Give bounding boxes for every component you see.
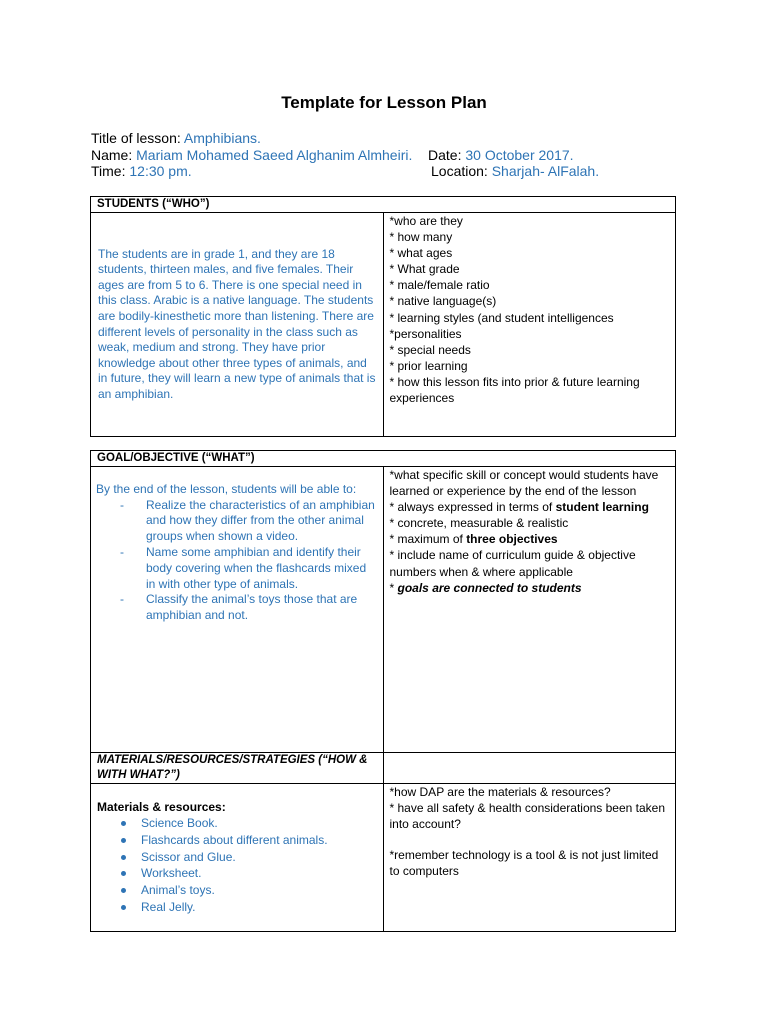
students-description-cell [91, 213, 384, 437]
students-description: The students are in grade 1, and they are 18 students, thirteen males, and five females. Their ages are from 5 to 6. There is one special need in this class. Arabic is a native language. The students are bodily-kinesthetic more than listening. There are different levels of personality in the class such as weak, medium and strong. They have prior knowledge about other three types of animals, and in future, they will learn a new type of animals that is an amphibian. [98, 246, 376, 401]
materials-content-cell [91, 784, 384, 932]
goal-objective [95, 545, 379, 592]
materials-item [95, 849, 379, 866]
materials-header-empty-cell [383, 753, 676, 784]
materials-list [95, 815, 379, 916]
bullet-icon [121, 821, 126, 826]
materials-notes [383, 784, 676, 932]
bullet-icon [121, 855, 126, 860]
students-notes [383, 213, 676, 437]
students-table [90, 196, 676, 437]
location-value: Sharjah- AlFalah. [491, 163, 600, 179]
students-note: * native language(s) [389, 294, 497, 309]
goal-objective-text: Realize the characteristics of an amphibian and how they differ from the other animal groups when shown a video. [146, 497, 375, 544]
goal-header: GOAL/OBJECTIVE (“WHAT”) [91, 451, 676, 467]
materials-item-text: Animal’s toys. [141, 883, 215, 898]
students-note: * special needs [389, 342, 471, 357]
students-note: * how many [389, 230, 453, 245]
goal-note-text: * [389, 580, 398, 595]
time-value: 12:30 pm. [129, 163, 192, 179]
materials-subheader: Materials & resources: [97, 800, 226, 814]
goal-objective-text: Classify the animal’s toys those that are amphibian and not. [146, 592, 358, 623]
goal-note-bold: three objectives [466, 532, 558, 547]
lesson-title-value: Amphibians. [183, 130, 261, 146]
materials-item [95, 865, 379, 882]
students-note: * male/female ratio [389, 278, 490, 293]
materials-item [95, 815, 379, 832]
bullet-icon [121, 905, 126, 910]
goal-objective-text: Name some amphibian and identify their body covering when the flashcards mixed in with other type of animals. [146, 544, 367, 591]
dash-marker: - [120, 497, 124, 512]
materials-note: * have all safety & health considerations been taken into account? [389, 801, 666, 832]
materials-item [95, 832, 379, 849]
goal-note-text: * [389, 516, 398, 531]
students-note: * prior learning [389, 358, 468, 373]
location-line [431, 163, 599, 179]
students-note: * what ages [389, 246, 453, 261]
name-line [91, 147, 412, 163]
bullet-icon [121, 888, 126, 893]
materials-item [95, 899, 379, 916]
materials-item-text: Scissor and Glue. [141, 849, 236, 864]
bullet-icon [121, 838, 126, 843]
goal-materials-table [90, 450, 676, 932]
goal-objective [95, 498, 379, 545]
students-note: * learning styles (and student intelligences [389, 310, 614, 325]
goal-note [390, 499, 672, 515]
goal-objectives-list [95, 498, 379, 624]
goal-note: *what specific skill or concept would students have learned or experience by the end of the lesson [389, 468, 659, 499]
materials-item-text: Flashcards about different animals. [141, 832, 328, 847]
date-label: Date: [428, 147, 462, 163]
name-label: Name: [91, 147, 133, 163]
students-note: *personalities [389, 326, 462, 341]
students-header: STUDENTS (“WHO”) [91, 197, 676, 213]
goal-objective [95, 592, 379, 624]
goal-note [390, 531, 672, 547]
materials-note: *remember technology is a tool & is not just limited to computers [389, 848, 659, 879]
materials-item-text: Real Jelly. [141, 899, 196, 914]
bullet-icon [121, 871, 126, 876]
goal-note-text: * always expressed in terms of [389, 500, 556, 515]
goal-note: * include name of curriculum guide & objective numbers when & where applicable [389, 548, 636, 579]
time-label: Time: [91, 163, 126, 179]
goal-note-bold: student learning [555, 500, 649, 515]
goal-note-text: * maximum of [389, 532, 467, 547]
students-note: * What grade [389, 262, 460, 277]
dash-marker: - [120, 544, 124, 559]
materials-note: *how DAP are the materials & resources? [389, 785, 611, 799]
goal-intro: By the end of the lesson, students will be able to: [96, 482, 357, 496]
goal-note [390, 580, 672, 596]
goal-notes [383, 467, 676, 753]
lesson-title-line [91, 130, 261, 146]
students-note: *who are they [389, 214, 463, 228]
goal-note [390, 515, 672, 531]
dash-marker: - [120, 592, 124, 607]
goal-note-text: concrete, measurable & realistic [397, 516, 569, 531]
location-label: Location: [431, 163, 488, 179]
goal-note-bold-italic: goals are connected to students [397, 580, 582, 595]
materials-item-text: Worksheet. [141, 866, 202, 881]
date-value: 30 October 2017. [465, 147, 574, 163]
goal-content-cell [91, 467, 384, 753]
materials-header: MATERIALS/RESOURCES/STRATEGIES (“HOW & WITH WHAT?”) [91, 753, 384, 784]
lesson-title-label: Title of lesson: [91, 130, 181, 146]
materials-item [95, 882, 379, 899]
students-note: * how this lesson fits into prior & future learning experiences [389, 374, 640, 406]
time-line [91, 163, 192, 179]
name-value: Mariam Mohamed Saeed Alghanim Almheiri. [136, 147, 413, 163]
materials-item-text: Science Book. [141, 816, 218, 830]
date-line [428, 147, 574, 163]
materials-note-spacer [390, 832, 672, 847]
page-title: Template for Lesson Plan [281, 93, 487, 112]
